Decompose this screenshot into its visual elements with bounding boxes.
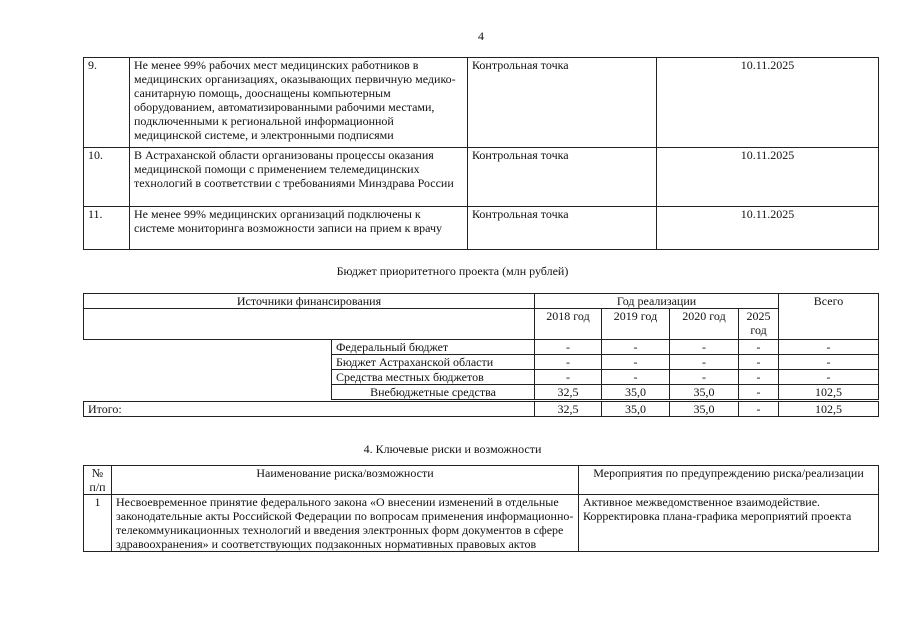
budget-total: - xyxy=(779,370,879,385)
year-header: 2020 год xyxy=(670,309,739,340)
budget-row xyxy=(332,370,879,385)
table-row xyxy=(84,148,879,207)
row-number: 10. xyxy=(84,148,130,207)
row-date: 10.11.2025 xyxy=(657,58,879,148)
budget-total-table xyxy=(83,401,879,417)
budget-value: - xyxy=(602,340,670,355)
risk-measures: Активное межведомственное взаимодействие. Корректировка плана-графика мероприятий проекта xyxy=(579,495,879,552)
risk-number: 1 xyxy=(84,495,112,552)
budget-value: 32,5 xyxy=(535,385,602,400)
budget-row xyxy=(332,340,879,355)
budget-table xyxy=(83,293,879,340)
budget-value: - xyxy=(739,355,779,370)
total-value: - xyxy=(739,402,779,417)
budget-value: - xyxy=(602,370,670,385)
budget-source-name: Федеральный бюджет xyxy=(332,340,535,355)
header-risk-name: Наименование риска/возможности xyxy=(112,466,579,495)
budget-total: - xyxy=(779,340,879,355)
page-number: 4 xyxy=(478,29,484,43)
header-measures: Мероприятия по предупреждению риска/реализации xyxy=(579,466,879,495)
budget-value: 35,0 xyxy=(670,385,739,400)
row-description: Не менее 99% медицинских организаций подключены к системе мониторинга возможности записи на прием к врачу xyxy=(130,207,468,250)
total-label: Итого: xyxy=(84,402,535,417)
row-type: Контрольная точка xyxy=(468,207,657,250)
sources-blank-cell xyxy=(84,309,535,340)
total-value: 32,5 xyxy=(535,402,602,417)
table-row xyxy=(84,58,879,148)
budget-value: - xyxy=(535,355,602,370)
risk-name: Несвоевременное принятие федерального закона «О внесении изменений в отдельные законодательные акты Российской Федерации по вопросам применения информационно-телекоммуникационных технологий и введения электронных форм документов в сфере здравоохранения» и соответствующих подзаконных нормативных правовых актов xyxy=(112,495,579,552)
budget-source-name: Внебюджетные средства xyxy=(332,385,535,400)
header-total: Всего xyxy=(779,294,879,340)
budget-title: Бюджет приоритетного проекта (млн рублей) xyxy=(336,264,569,278)
row-number: 9. xyxy=(84,58,130,148)
budget-row xyxy=(332,355,879,370)
row-date: 10.11.2025 xyxy=(657,207,879,250)
year-header: 2025 год xyxy=(739,309,779,340)
risks-table xyxy=(83,465,879,552)
table-row xyxy=(84,207,879,250)
control-points-table xyxy=(83,57,879,250)
header-sources: Источники финансирования xyxy=(84,294,535,309)
budget-header-row xyxy=(84,294,879,309)
row-type: Контрольная точка xyxy=(468,58,657,148)
table-row xyxy=(84,495,879,552)
budget-total: - xyxy=(779,355,879,370)
budget-value: - xyxy=(602,355,670,370)
year-header: 2019 год xyxy=(602,309,670,340)
budget-total-row xyxy=(84,402,879,417)
header-number: № п/п xyxy=(84,466,112,495)
row-description: В Астраханской области организованы процессы оказания медицинской помощи с применением телемедицинских технологий в соответствии с требованиями Минздрава России xyxy=(130,148,468,207)
risks-title: 4. Ключевые риски и возможности xyxy=(363,442,542,456)
budget-years-row xyxy=(84,309,879,340)
budget-value: - xyxy=(670,355,739,370)
year-header: 2018 год xyxy=(535,309,602,340)
budget-value: - xyxy=(535,370,602,385)
risks-header-row xyxy=(84,466,879,495)
budget-value: - xyxy=(670,370,739,385)
budget-value: - xyxy=(739,385,779,400)
budget-source-name: Средства местных бюджетов xyxy=(332,370,535,385)
header-year: Год реализации xyxy=(535,294,779,309)
budget-row xyxy=(332,385,879,400)
total-sum: 102,5 xyxy=(779,402,879,417)
row-description: Не менее 99% рабочих мест медицинских работников в медицинских организациях, оказывающих первичную медико-санитарную помощь, дооснащены компьютерным оборудованием, автоматизированными рабочими местами, подключенными к региональной информационной медицинской системе, и электронными подписями xyxy=(130,58,468,148)
budget-value: 35,0 xyxy=(602,385,670,400)
row-number: 11. xyxy=(84,207,130,250)
budget-value: - xyxy=(739,340,779,355)
row-type: Контрольная точка xyxy=(468,148,657,207)
budget-value: - xyxy=(535,340,602,355)
budget-value: - xyxy=(670,340,739,355)
budget-value: - xyxy=(739,370,779,385)
row-date: 10.11.2025 xyxy=(657,148,879,207)
total-value: 35,0 xyxy=(602,402,670,417)
budget-source-name: Бюджет Астраханской области xyxy=(332,355,535,370)
total-value: 35,0 xyxy=(670,402,739,417)
budget-body-table xyxy=(331,339,879,400)
budget-total: 102,5 xyxy=(779,385,879,400)
